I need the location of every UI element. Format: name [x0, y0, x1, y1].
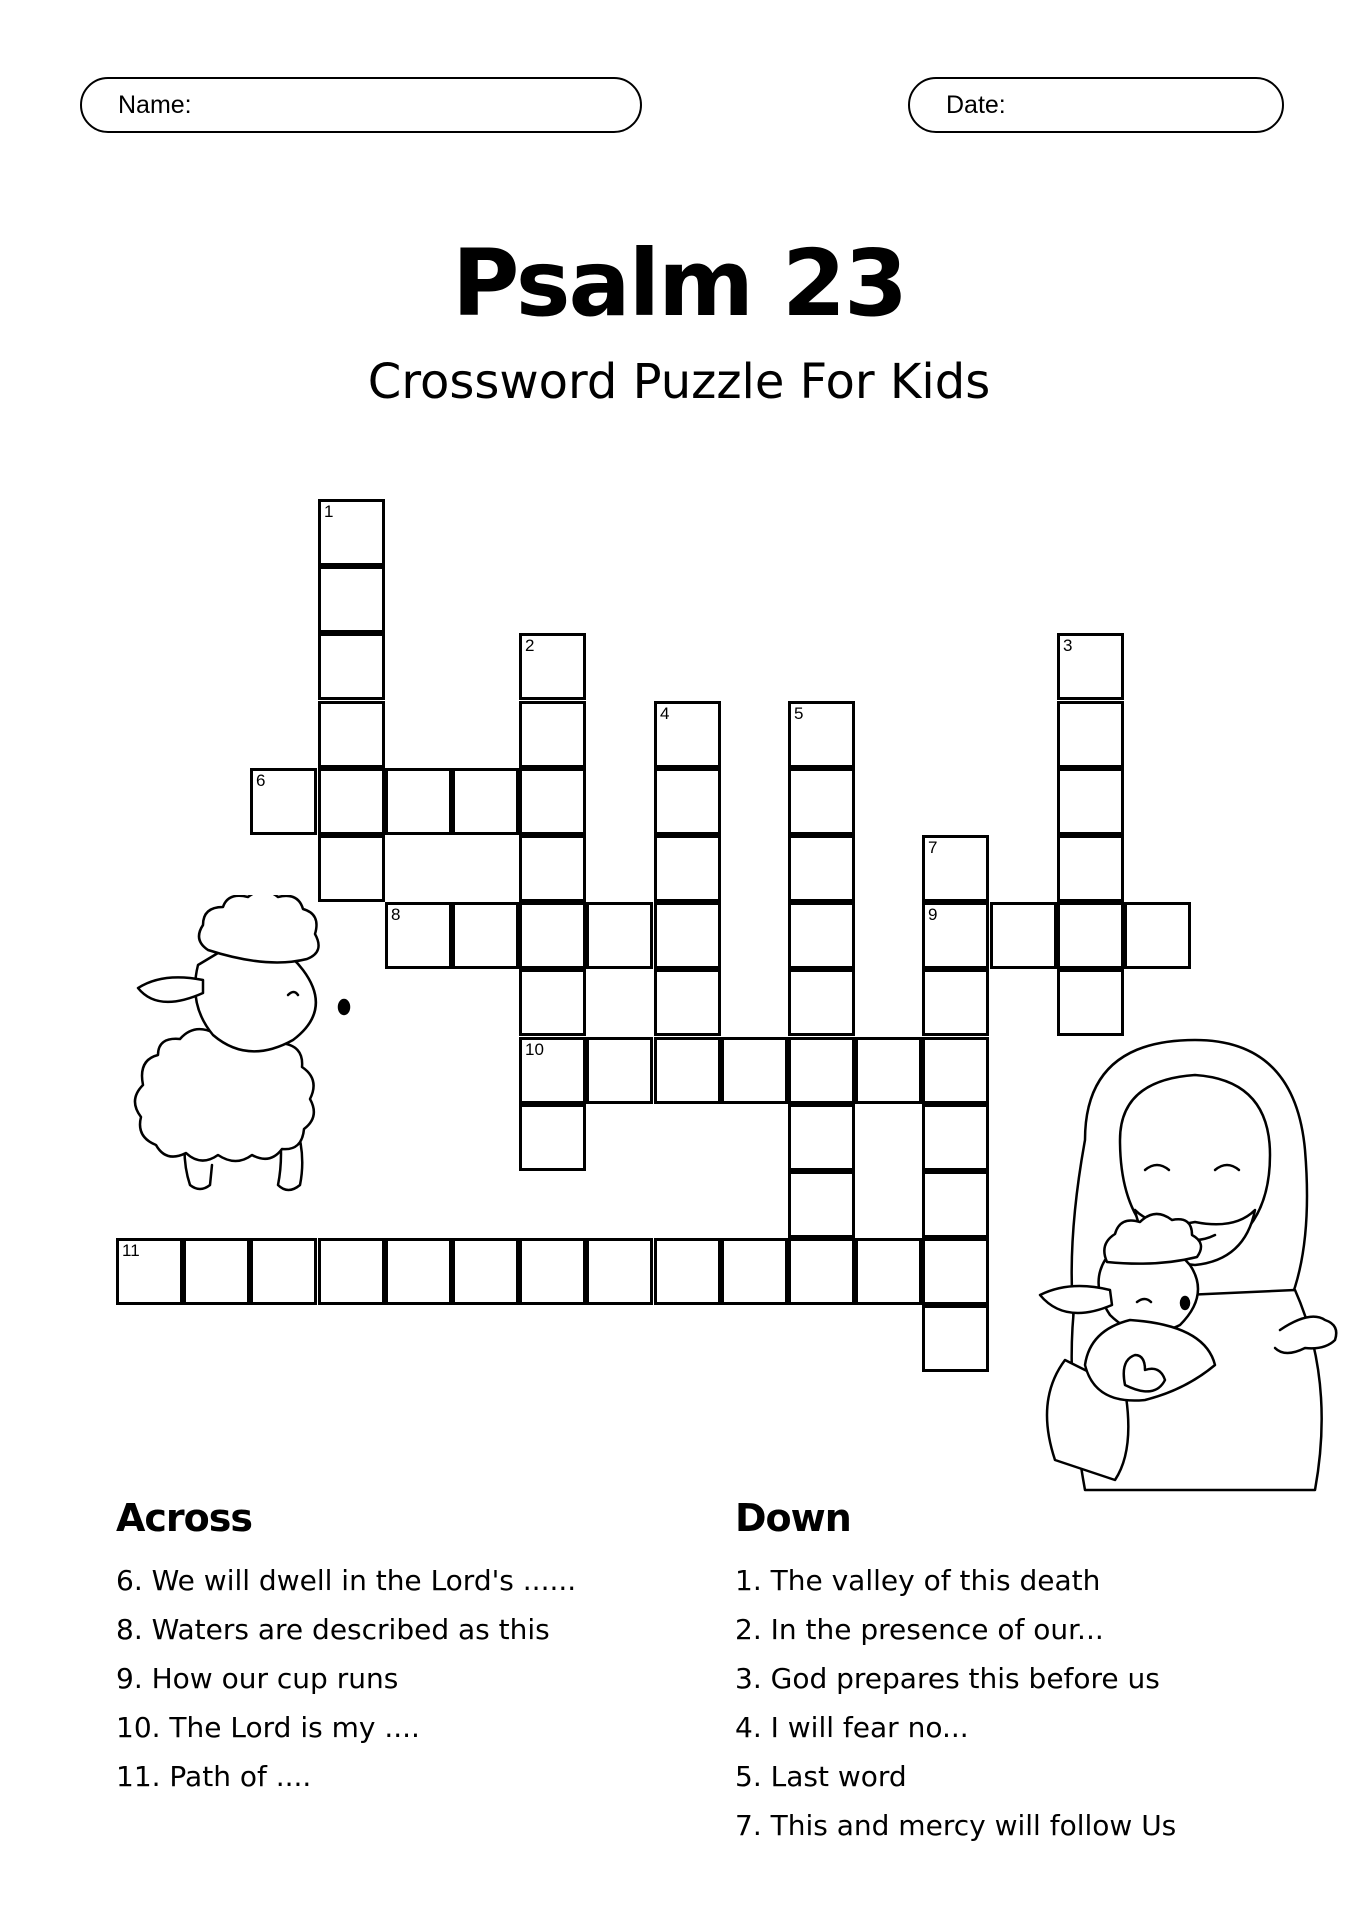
crossword-cell[interactable] [250, 1238, 317, 1305]
clue-number: 11 [122, 1241, 140, 1260]
crossword-cell[interactable] [654, 1037, 721, 1104]
clue-number: 10 [525, 1040, 544, 1059]
crossword-cell[interactable] [318, 701, 385, 768]
across-clue: 9. How our cup runs [116, 1662, 399, 1695]
crossword-cell[interactable] [318, 768, 385, 835]
crossword-cell[interactable] [855, 1238, 922, 1305]
crossword-cell[interactable] [519, 969, 586, 1036]
crossword-cell[interactable] [385, 1238, 452, 1305]
crossword-cell[interactable] [1124, 902, 1191, 969]
crossword-cell[interactable] [654, 969, 721, 1036]
crossword-cell[interactable] [519, 768, 586, 835]
crossword-cell[interactable] [318, 1238, 385, 1305]
crossword-cell[interactable] [1057, 835, 1124, 902]
across-clue: 10. The Lord is my .... [116, 1711, 420, 1744]
crossword-cell[interactable] [721, 1238, 788, 1305]
down-clue: 7. This and mercy will follow Us [735, 1809, 1177, 1842]
crossword-cell[interactable] [788, 1104, 855, 1171]
crossword-cell[interactable] [654, 1238, 721, 1305]
clue-number: 2 [525, 636, 535, 655]
crossword-cell[interactable] [519, 1238, 586, 1305]
crossword-cell[interactable] [519, 902, 586, 969]
page-title: Psalm 23 [451, 230, 907, 337]
date-field[interactable] [908, 77, 1284, 133]
crossword-cell[interactable] [654, 701, 721, 768]
crossword-cell[interactable] [318, 835, 385, 902]
clue-number: 4 [660, 704, 670, 723]
crossword-cell[interactable] [922, 1104, 989, 1171]
across-clue: 11. Path of .... [116, 1760, 312, 1793]
crossword-cell[interactable] [922, 969, 989, 1036]
crossword-cell[interactable] [116, 1238, 183, 1305]
crossword-cell[interactable] [788, 768, 855, 835]
across-clue-list [116, 1556, 576, 1801]
across-heading: Across [116, 1496, 253, 1540]
clue-number: 3 [1063, 636, 1073, 655]
down-clue: 1. The valley of this death [735, 1564, 1101, 1597]
clue-number: 8 [391, 905, 401, 924]
crossword-cell[interactable] [788, 701, 855, 768]
crossword-cell[interactable] [922, 1238, 989, 1305]
crossword-cell[interactable] [586, 1238, 653, 1305]
clue-number: 1 [324, 502, 334, 521]
crossword-cell[interactable] [318, 499, 385, 566]
crossword-cell[interactable] [1057, 902, 1124, 969]
across-clue: 8. Waters are described as this [116, 1613, 550, 1646]
date-input[interactable] [1006, 79, 1282, 131]
crossword-cell[interactable] [922, 1305, 989, 1372]
lamb-illustration [128, 895, 368, 1215]
crossword-cell[interactable] [586, 902, 653, 969]
crossword-cell[interactable] [519, 701, 586, 768]
crossword-cell[interactable] [922, 902, 989, 969]
crossword-cell[interactable] [452, 768, 519, 835]
crossword-cell[interactable] [654, 768, 721, 835]
crossword-cell[interactable] [922, 835, 989, 902]
crossword-cell[interactable] [318, 633, 385, 700]
crossword-cell[interactable] [788, 835, 855, 902]
clue-number: 5 [794, 704, 804, 723]
crossword-cell[interactable] [1057, 633, 1124, 700]
date-label: Date: [946, 90, 1006, 119]
name-input[interactable] [192, 79, 640, 131]
crossword-cell[interactable] [385, 768, 452, 835]
crossword-cell[interactable] [855, 1037, 922, 1104]
crossword-cell[interactable] [519, 633, 586, 700]
crossword-cell[interactable] [788, 1037, 855, 1104]
name-label: Name: [118, 90, 192, 119]
crossword-cell[interactable] [318, 566, 385, 633]
crossword-cell[interactable] [788, 1171, 855, 1238]
clue-number: 7 [928, 838, 938, 857]
across-clue: 6. We will dwell in the Lord's ...... [116, 1564, 577, 1597]
clue-number: 9 [928, 905, 938, 924]
crossword-cell[interactable] [654, 835, 721, 902]
down-clue: 5. Last word [735, 1760, 907, 1793]
down-clue-list [735, 1556, 1176, 1850]
down-heading: Down [735, 1496, 851, 1540]
page-subtitle: Crossword Puzzle For Kids [367, 354, 991, 410]
crossword-cell[interactable] [922, 1171, 989, 1238]
crossword-cell[interactable] [721, 1037, 788, 1104]
crossword-cell[interactable] [183, 1238, 250, 1305]
name-field[interactable] [80, 77, 642, 133]
crossword-cell[interactable] [452, 1238, 519, 1305]
crossword-cell[interactable] [250, 768, 317, 835]
crossword-cell[interactable] [519, 1104, 586, 1171]
down-clue: 2. In the presence of our... [735, 1613, 1104, 1646]
shepherd-illustration [1025, 1030, 1345, 1510]
crossword-cell[interactable] [519, 1037, 586, 1104]
crossword-cell[interactable] [1057, 969, 1124, 1036]
crossword-cell[interactable] [788, 902, 855, 969]
down-clue: 3. God prepares this before us [735, 1662, 1160, 1695]
crossword-cell[interactable] [922, 1037, 989, 1104]
crossword-cell[interactable] [452, 902, 519, 969]
crossword-cell[interactable] [519, 835, 586, 902]
crossword-cell[interactable] [990, 902, 1057, 969]
crossword-cell[interactable] [586, 1037, 653, 1104]
clue-number: 6 [256, 771, 266, 790]
crossword-cell[interactable] [385, 902, 452, 969]
crossword-cell[interactable] [788, 969, 855, 1036]
crossword-cell[interactable] [1057, 768, 1124, 835]
crossword-cell[interactable] [654, 902, 721, 969]
crossword-cell[interactable] [788, 1238, 855, 1305]
crossword-cell[interactable] [1057, 701, 1124, 768]
down-clue: 4. I will fear no... [735, 1711, 969, 1744]
